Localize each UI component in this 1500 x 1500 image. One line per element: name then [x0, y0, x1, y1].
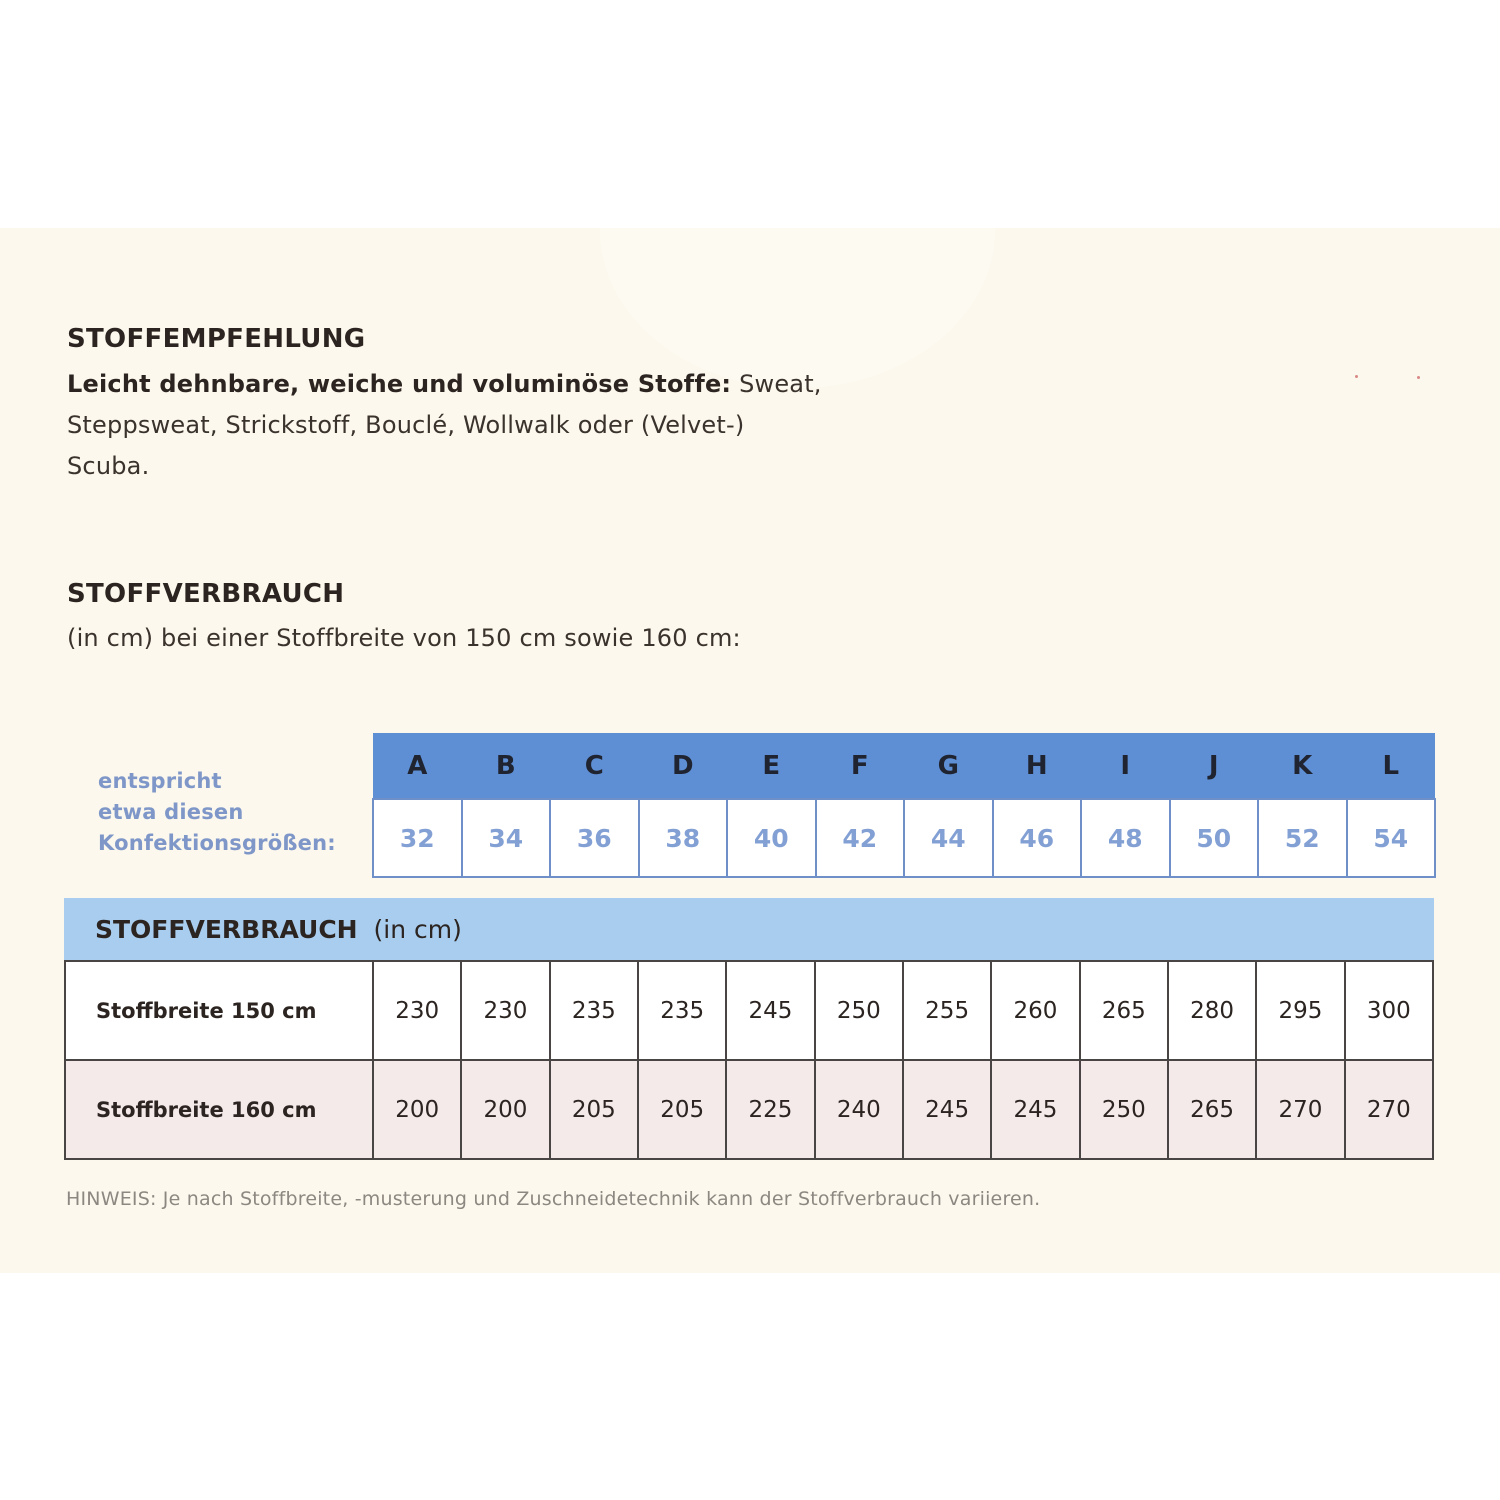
- table-cell: 265: [1080, 961, 1168, 1060]
- size-number: 52: [1258, 799, 1347, 877]
- size-letter: B: [462, 733, 551, 799]
- decorative-speck: [1417, 376, 1420, 379]
- table-cell: 225: [726, 1060, 814, 1159]
- table-cell: 205: [638, 1060, 726, 1159]
- table-row: [65, 1060, 1433, 1159]
- table-cell: 260: [991, 961, 1079, 1060]
- size-number: 50: [1170, 799, 1259, 877]
- recommendation-lead: Leicht dehnbare, weiche und voluminöse Stoffe:: [67, 370, 732, 398]
- table-cell: 245: [991, 1060, 1079, 1159]
- size-number: 54: [1347, 799, 1436, 877]
- recommendation-line-1: [67, 364, 822, 405]
- size-letter: I: [1081, 733, 1170, 799]
- size-caption-line-3: Konfektionsgrößen:: [98, 831, 336, 855]
- size-letter: L: [1347, 733, 1436, 799]
- usage-table: [64, 960, 1434, 1160]
- usage-table-title: STOFFVERBRAUCH: [95, 915, 358, 944]
- row-label: Stoffbreite 160 cm: [65, 1060, 373, 1159]
- footnote: HINWEIS: Je nach Stoffbreite, -musterung und Zuschneidetechnik kann der Stoffverbrauch variieren.: [66, 1188, 1041, 1210]
- size-number: 34: [462, 799, 551, 877]
- table-cell: 245: [726, 961, 814, 1060]
- size-caption-line-1: entspricht: [98, 769, 222, 793]
- size-letter: A: [373, 733, 462, 799]
- table-cell: 300: [1345, 961, 1433, 1060]
- document-card: [0, 228, 1500, 1273]
- size-number: 44: [904, 799, 993, 877]
- size-letter: H: [993, 733, 1082, 799]
- size-letter: K: [1258, 733, 1347, 799]
- table-cell: 245: [903, 1060, 991, 1159]
- table-cell: 235: [550, 961, 638, 1060]
- size-letter-row: [373, 733, 1435, 799]
- table-cell: 250: [815, 961, 903, 1060]
- table-cell: 205: [550, 1060, 638, 1159]
- table-cell: 230: [373, 961, 461, 1060]
- size-number: 36: [550, 799, 639, 877]
- table-cell: 270: [1256, 1060, 1344, 1159]
- table-cell: 235: [638, 961, 726, 1060]
- table-cell: 200: [461, 1060, 549, 1159]
- table-row: [65, 961, 1433, 1060]
- size-letter: J: [1170, 733, 1259, 799]
- recommendation-text: [67, 364, 822, 487]
- consumption-subtitle: (in cm) bei einer Stoffbreite von 150 cm sowie 160 cm:: [67, 624, 741, 652]
- decorative-speck: [1355, 375, 1358, 378]
- table-cell: 270: [1345, 1060, 1433, 1159]
- recommendation-line-3: Scuba.: [67, 452, 150, 480]
- size-number: 46: [993, 799, 1082, 877]
- table-cell: 200: [373, 1060, 461, 1159]
- consumption-heading: STOFFVERBRAUCH: [67, 579, 345, 609]
- table-cell: 255: [903, 961, 991, 1060]
- size-number: 38: [639, 799, 728, 877]
- size-number-row: [373, 799, 1435, 877]
- recommendation-heading: STOFFEMPFEHLUNG: [67, 324, 366, 354]
- size-number: 48: [1081, 799, 1170, 877]
- recommendation-line-2: Steppsweat, Strickstoff, Bouclé, Wollwalk oder (Velvet-): [67, 411, 745, 439]
- table-cell: 265: [1168, 1060, 1256, 1159]
- size-caption-line-2: etwa diesen: [98, 800, 244, 824]
- usage-table-header: [64, 898, 1434, 960]
- size-letter: F: [816, 733, 905, 799]
- size-number: 42: [816, 799, 905, 877]
- table-cell: 250: [1080, 1060, 1168, 1159]
- row-label: Stoffbreite 150 cm: [65, 961, 373, 1060]
- size-letter: G: [904, 733, 993, 799]
- table-cell: 230: [461, 961, 549, 1060]
- size-letter: C: [550, 733, 639, 799]
- size-letter: E: [727, 733, 816, 799]
- table-cell: 295: [1256, 961, 1344, 1060]
- table-cell: 240: [815, 1060, 903, 1159]
- size-number: 32: [373, 799, 462, 877]
- size-caption: [98, 766, 336, 859]
- size-number: 40: [727, 799, 816, 877]
- usage-table-unit: (in cm): [373, 915, 462, 944]
- size-letter: D: [639, 733, 728, 799]
- recommendation-line-1-rest: Sweat,: [731, 370, 822, 398]
- size-table: [372, 733, 1436, 878]
- table-cell: 280: [1168, 961, 1256, 1060]
